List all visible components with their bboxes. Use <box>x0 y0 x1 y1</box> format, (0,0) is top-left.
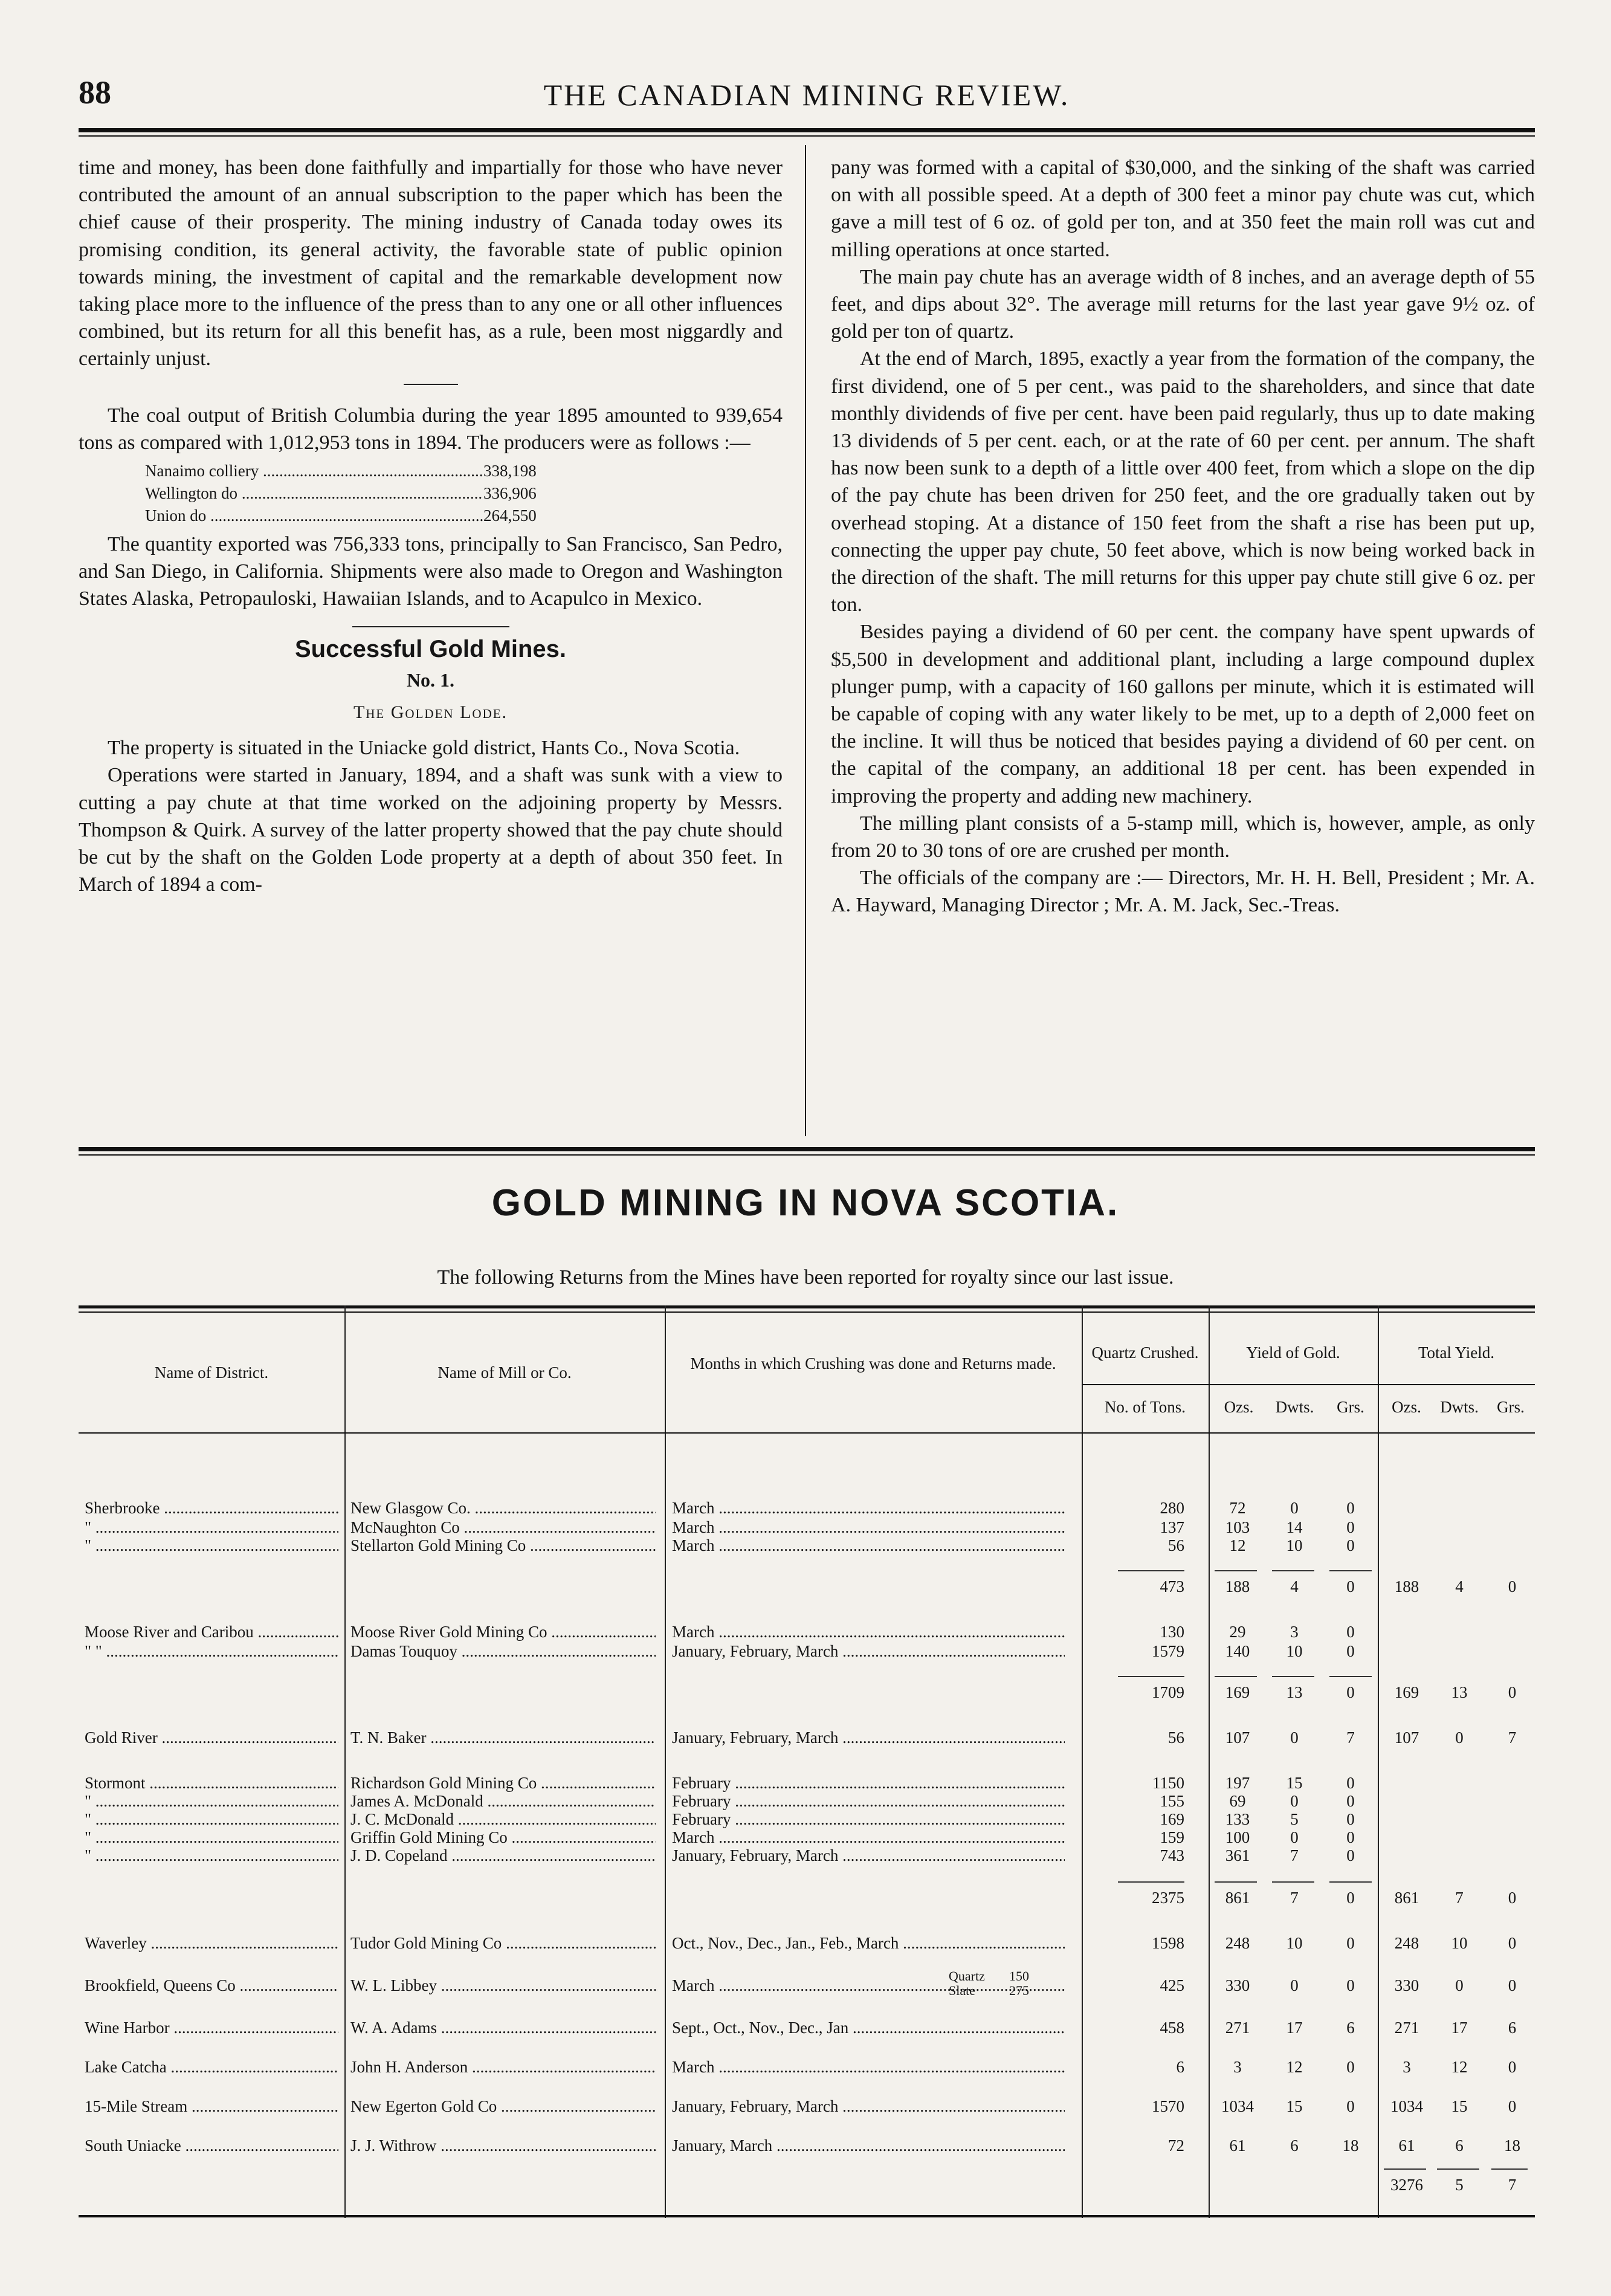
total-dwts-cell: 12 <box>1451 2058 1468 2076</box>
yield-ozs-cell: 72 <box>1229 1499 1246 1517</box>
tons-cell: 1579 <box>1152 1642 1184 1660</box>
section-rule-thin <box>79 1154 1535 1156</box>
paragraph: The quantity exported was 756,333 tons, principally to San Francisco, San Pedro, and San Diego, in California. Shipments were also made to Oregon and Washington States Alaska, Petropauloski, Hawaiian Islands, and to Acapulco in Mexico. <box>79 533 783 610</box>
yield-dwts-cell: 15 <box>1286 2097 1303 2115</box>
yield-dwts-cell: 17 <box>1286 2019 1303 2037</box>
total-grs-cell: 7 <box>1508 2176 1517 2194</box>
section-title: Successful Gold Mines. <box>294 635 566 662</box>
mill-cell: New Egerton Gold Co ..... <box>350 2097 656 2116</box>
tons-cell: 56 <box>1168 1536 1184 1554</box>
paragraph: Besides paying a dividend of 60 per cent. the company have spent upwards of $5,500 in development and additional plant, including a large compound duplex plunger pump, with a capacity of 160 gallons per minute, which it is estimated will be capable of coping with any water likely to be met, up to a depth of 2,000 feet on the incline. It will thus be noticed that besides paying a dividend of 60 per cent. on the capital of the company, an additional 18 per cent. has been expended in improving the property and adding new machinery. <box>831 621 1535 807</box>
total-dwts-cell: 5 <box>1455 2176 1464 2194</box>
district-cell: " ..... <box>85 1792 338 1811</box>
tons-cell: 1598 <box>1152 1934 1184 1952</box>
yield-ozs-cell: 188 <box>1225 1577 1250 1596</box>
mill-cell: Richardson Gold Mining Co ..... <box>350 1774 656 1793</box>
total-dwts-cell: 13 <box>1451 1683 1468 1701</box>
mill-cell: New Glasgow Co. ..... <box>350 1499 656 1518</box>
yield-grs-cell: 0 <box>1346 2058 1355 2076</box>
subtotal-rule <box>1329 1570 1372 1571</box>
total-grs-cell: 0 <box>1508 2058 1517 2076</box>
producer-name: Wellington do ..... <box>145 482 483 505</box>
months-cell: March ..... <box>672 1828 1065 1847</box>
tons-cell: 169 <box>1160 1810 1184 1828</box>
yield-dwts-cell: 10 <box>1286 1536 1303 1554</box>
tons-cell: 425 <box>1160 1976 1184 1994</box>
subtotal-rule <box>1118 1570 1184 1571</box>
yield-grs-cell: 0 <box>1346 1577 1355 1596</box>
header-district: Name of District. <box>154 1363 269 1382</box>
table-row <box>79 1536 1535 1559</box>
district-cell: Moose River and Caribou ..... <box>85 1623 338 1641</box>
yield-ozs-cell: 361 <box>1225 1846 1250 1864</box>
total-ozs-cell: 248 <box>1394 1934 1419 1952</box>
yield-ozs-cell: 12 <box>1229 1536 1246 1554</box>
months-cell: January, February, March ..... <box>672 1642 1065 1661</box>
table-row <box>79 1642 1535 1665</box>
months-cell: February ..... <box>672 1810 1065 1829</box>
paragraph: The property is situated in the Uniacke gold district, Hants Co., Nova Scotia. <box>108 737 740 760</box>
total-grs-cell: 7 <box>1508 1728 1517 1747</box>
note-value: 150 <box>1009 1968 1029 1984</box>
months-cell: Sept., Oct., Nov., Dec., Jan ..... <box>672 2019 1065 2037</box>
yield-grs-cell: 0 <box>1346 1828 1355 1846</box>
col-divider <box>344 1305 346 2218</box>
producer-name: Union do ..... <box>145 505 483 527</box>
district-cell: Sherbrooke ..... <box>85 1499 338 1518</box>
tons-cell: 6 <box>1176 2058 1184 2076</box>
yield-grs-cell: 0 <box>1346 1536 1355 1554</box>
yield-dwts-cell: 0 <box>1290 1499 1299 1517</box>
total-ozs-cell: 1034 <box>1390 2097 1423 2115</box>
subtotal-rule <box>1118 1676 1184 1677</box>
total-ozs-cell: 3276 <box>1390 2176 1423 2194</box>
total-grs-cell: 0 <box>1508 2097 1517 2115</box>
section-number: No. 1. <box>406 668 455 691</box>
header-months: Months in which Crushing was done and Returns made. <box>690 1354 1056 1373</box>
table-row <box>79 1577 1535 1600</box>
yield-grs-cell: 0 <box>1346 1499 1355 1517</box>
yield-grs-cell: 0 <box>1346 1642 1355 1660</box>
mill-cell: James A. McDonald ..... <box>350 1792 656 1811</box>
yield-grs-cell: 0 <box>1346 1846 1355 1864</box>
subtotal-rule <box>1215 1676 1257 1677</box>
page-header <box>79 66 1535 121</box>
header-yield-ozs: Ozs. <box>1224 1398 1254 1416</box>
tons-cell: 743 <box>1160 1846 1184 1864</box>
total-ozs-cell: 861 <box>1394 1889 1419 1907</box>
tons-cell: 1709 <box>1152 1683 1184 1701</box>
paragraph: pany was formed with a capital of $30,000, and the sinking of the shaft was carried on with all possible speed. At a depth of 300 feet a minor pay chute was cut, which gave a mill test of 6 oz. of gold per ton, and at 350 feet the main roll was cut and milling operations at once started. <box>831 157 1535 261</box>
col-divider <box>1378 1305 1379 2218</box>
mill-cell: Stellarton Gold Mining Co ..... <box>350 1536 656 1555</box>
note-label: Slate <box>949 1983 975 1998</box>
subheader-rule <box>1082 1384 1535 1385</box>
yield-grs-cell: 0 <box>1346 1623 1355 1641</box>
total-ozs-cell: 330 <box>1394 1976 1419 1994</box>
gold-mining-intro: The following Returns from the Mines have been reported for royalty since our last issue. <box>437 1266 1174 1289</box>
table-row <box>79 1889 1535 1912</box>
yield-dwts-cell: 14 <box>1286 1518 1303 1536</box>
subtotal-rule <box>1329 1676 1372 1677</box>
note-label: Quartz <box>949 1968 985 1984</box>
header-total-grs: Grs. <box>1497 1398 1525 1416</box>
yield-dwts-cell: 13 <box>1286 1683 1303 1701</box>
mill-cell: Griffin Gold Mining Co ..... <box>350 1828 656 1847</box>
yield-dwts-cell: 4 <box>1290 1577 1299 1596</box>
tons-cell: 155 <box>1160 1792 1184 1810</box>
subtotal-rule <box>1329 1881 1372 1883</box>
total-ozs-cell: 271 <box>1394 2019 1419 2037</box>
producer-tons: 264,550 <box>483 506 537 525</box>
header-total: Total Yield. <box>1418 1344 1495 1362</box>
table-top-rule-thin <box>79 1311 1535 1313</box>
section-subtitle: The Golden Lode. <box>353 702 508 723</box>
header-quartz: Quartz Crushed. <box>1091 1344 1199 1362</box>
brookfield-quartz-slate-note <box>949 1969 1029 1998</box>
yield-grs-cell: 0 <box>1346 1810 1355 1828</box>
total-dwts-cell: 7 <box>1455 1889 1464 1907</box>
mill-cell: W. L. Libbey ..... <box>350 1976 656 1995</box>
total-ozs-cell: 169 <box>1394 1683 1419 1701</box>
mill-cell: W. A. Adams ..... <box>350 2019 656 2037</box>
publication-title: THE CANADIAN MINING REVIEW. <box>543 78 1070 112</box>
months-cell: Oct., Nov., Dec., Jan., Feb., March ..... <box>672 1934 1065 1953</box>
months-cell: January, March ..... <box>672 2136 1065 2155</box>
total-grs-cell: 6 <box>1508 2019 1517 2037</box>
subtotal-rule <box>1384 2168 1426 2170</box>
months-cell: February ..... <box>672 1792 1065 1811</box>
tons-cell: 130 <box>1160 1623 1184 1641</box>
section-rule-thick <box>79 1147 1535 1151</box>
district-cell: Waverley ..... <box>85 1934 338 1953</box>
tons-cell: 159 <box>1160 1828 1184 1846</box>
yield-grs-cell: 0 <box>1346 1934 1355 1952</box>
subtotal-rule <box>1272 1570 1314 1571</box>
total-dwts-cell: 6 <box>1455 2136 1464 2155</box>
subtotal-rule <box>1118 1881 1184 1883</box>
district-cell: 15-Mile Stream ..... <box>85 2097 338 2116</box>
district-cell: " " ..... <box>85 1642 338 1661</box>
divider <box>352 626 509 627</box>
table-row <box>79 1683 1535 1706</box>
months-cell: February ..... <box>672 1774 1065 1793</box>
mill-cell: McNaughton Co ..... <box>350 1518 656 1537</box>
months-cell: January, February, March ..... <box>672 1728 1065 1747</box>
column-divider <box>805 145 806 1136</box>
total-grs-cell: 0 <box>1508 1683 1517 1701</box>
gold-returns-table <box>79 1305 1535 2218</box>
months-cell: March ..... <box>672 1623 1065 1641</box>
paragraph: The main pay chute has an average width of 8 inches, and an average depth of 55 feet, and dips about 32°. The average mill returns for the last year gave 9½ oz. of gold per ton of quartz. <box>831 265 1535 343</box>
note-value: 275 <box>1009 1983 1029 1998</box>
months-cell: March ..... <box>672 1518 1065 1537</box>
months-cell: March ..... <box>672 1976 1065 1995</box>
tons-cell: 56 <box>1168 1728 1184 1747</box>
divider <box>404 384 458 385</box>
table-row <box>79 1934 1535 1957</box>
paragraph: At the end of March, 1895, exactly a year from the formation of the company, the first dividend, one of 5 per cent., was paid to the shareholders, and since that date monthly dividends of five per cent. have been paid regularly, thus up to date making 13 dividends of 5 per cent. each, or at the rate of 60 per cent. per annum. The shaft has now been sunk to a depth of a little over 400 feet, from which a slope on the dip of the pay chute has been driven for 250 feet, and the ore gradually taken out by overhead stoping. At a distance of 150 feet from the shaft a rise has been put up, connecting the upper pay chute, 50 feet above, which is now being worked back in the direction of the shaft. The mill returns for this upper pay chute still give 6 oz. per ton. <box>831 348 1535 616</box>
total-dwts-cell: 17 <box>1451 2019 1468 2037</box>
coal-producer-row <box>145 505 783 527</box>
paragraph: Operations were started in January, 1894, and a shaft was sunk with a view to cutting a pay chute at that time worked on the adjoining property by Messrs. Thompson & Quirk. A survey of the latter property showed that the pay chute should be cut by the shaft on the Golden Lode property at a depth of about 350 feet. In March of 1894 a com- <box>79 764 783 896</box>
tons-cell: 137 <box>1160 1518 1184 1536</box>
table-row <box>79 1846 1535 1869</box>
yield-dwts-cell: 7 <box>1290 1846 1299 1864</box>
table-row <box>79 2058 1535 2081</box>
table-row <box>79 2136 1535 2159</box>
yield-dwts-cell: 5 <box>1290 1810 1299 1828</box>
mill-cell: J. C. McDonald ..... <box>350 1810 656 1829</box>
header-rule-thin <box>79 135 1535 137</box>
total-ozs-cell: 61 <box>1398 2136 1415 2155</box>
district-cell: Stormont ..... <box>85 1774 338 1793</box>
total-grs-cell: 0 <box>1508 1976 1517 1994</box>
yield-grs-cell: 0 <box>1346 1683 1355 1701</box>
district-cell: " ..... <box>85 1518 338 1537</box>
tons-cell: 72 <box>1168 2136 1184 2155</box>
yield-ozs-cell: 1034 <box>1221 2097 1254 2115</box>
paragraph: time and money, has been done faithfully and impartially for those who have never contributed the amount of an annual subscription to the paper which has been the chief cause of their prosperity. The mining industry of Canada today owes its promising condition, its general activity, the favorable state of public opinion towards mining, the investment of capital and the remarkable development now taking place more to the influence of the press than to any one or all other influences combined, but its return for all this benefit has, as a rule, been most niggardly and certainly unjust. <box>79 157 783 370</box>
yield-dwts-cell: 0 <box>1290 1976 1299 1994</box>
yield-dwts-cell: 10 <box>1286 1934 1303 1952</box>
yield-ozs-cell: 248 <box>1225 1934 1250 1952</box>
header-tons: No. of Tons. <box>1104 1398 1186 1416</box>
yield-grs-cell: 0 <box>1346 2097 1355 2115</box>
total-dwts-cell: 10 <box>1451 1934 1468 1952</box>
yield-grs-cell: 6 <box>1346 2019 1355 2037</box>
tons-cell: 2375 <box>1152 1889 1184 1907</box>
subtotal-rule <box>1491 2168 1528 2170</box>
col-divider <box>1209 1305 1210 2218</box>
total-grs-cell: 0 <box>1508 1577 1517 1596</box>
producer-tons: 338,198 <box>483 462 537 480</box>
tons-cell: 1570 <box>1152 2097 1184 2115</box>
table-row <box>79 1728 1535 1751</box>
yield-ozs-cell: 103 <box>1225 1518 1250 1536</box>
subtotal-rule <box>1437 2168 1479 2170</box>
coal-producers-list <box>145 460 783 527</box>
col-divider <box>665 1305 666 2218</box>
district-cell: " ..... <box>85 1536 338 1555</box>
paragraph: The officials of the company are :— Directors, Mr. H. H. Bell, President ; Mr. A. A. Hayward, Managing Director ; Mr. A. M. Jack, Sec.-Treas. <box>831 867 1535 917</box>
table-bottom-rule <box>79 2215 1535 2217</box>
yield-dwts-cell: 0 <box>1290 1792 1299 1810</box>
header-mill: Name of Mill or Co. <box>437 1363 572 1382</box>
yield-ozs-cell: 107 <box>1225 1728 1250 1747</box>
page-number: 88 <box>79 74 111 111</box>
table-row <box>79 2176 1535 2199</box>
months-cell: January, February, March ..... <box>672 1846 1065 1865</box>
tons-cell: 458 <box>1160 2019 1184 2037</box>
yield-ozs-cell: 133 <box>1225 1810 1250 1828</box>
yield-ozs-cell: 271 <box>1225 2019 1250 2037</box>
yield-ozs-cell: 100 <box>1225 1828 1250 1846</box>
producer-tons: 336,906 <box>483 484 537 503</box>
district-cell: " ..... <box>85 1828 338 1847</box>
yield-grs-cell: 0 <box>1346 1792 1355 1810</box>
tons-cell: 1150 <box>1152 1774 1184 1792</box>
yield-dwts-cell: 12 <box>1286 2058 1303 2076</box>
header-yield: Yield of Gold. <box>1246 1344 1340 1362</box>
subtotal-rule <box>1215 1570 1257 1571</box>
total-ozs-cell: 107 <box>1394 1728 1419 1747</box>
coal-producer-row <box>145 482 783 505</box>
header-total-dwts: Dwts. <box>1440 1398 1479 1416</box>
table-top-rule <box>79 1305 1535 1308</box>
coal-producer-row <box>145 460 783 482</box>
total-grs-cell: 0 <box>1508 1889 1517 1907</box>
mill-cell: Tudor Gold Mining Co ..... <box>350 1934 656 1953</box>
yield-dwts-cell: 3 <box>1290 1623 1299 1641</box>
months-cell: March ..... <box>672 1499 1065 1518</box>
mill-cell: T. N. Baker ..... <box>350 1728 656 1747</box>
district-cell: Wine Harbor ..... <box>85 2019 338 2037</box>
months-cell: March ..... <box>672 1536 1065 1555</box>
total-ozs-cell: 3 <box>1403 2058 1411 2076</box>
yield-ozs-cell: 197 <box>1225 1774 1250 1792</box>
subtotal-rule <box>1215 1881 1257 1883</box>
yield-dwts-cell: 0 <box>1290 1728 1299 1747</box>
left-column <box>79 154 783 898</box>
yield-grs-cell: 0 <box>1346 1774 1355 1792</box>
yield-grs-cell: 0 <box>1346 1976 1355 1994</box>
total-dwts-cell: 0 <box>1455 1728 1464 1747</box>
district-cell: Gold River ..... <box>85 1728 338 1747</box>
yield-ozs-cell: 861 <box>1225 1889 1250 1907</box>
yield-dwts-cell: 10 <box>1286 1642 1303 1660</box>
mill-cell: John H. Anderson ..... <box>350 2058 656 2077</box>
yield-ozs-cell: 330 <box>1225 1976 1250 1994</box>
header-rule-thick <box>79 128 1535 132</box>
mill-cell: Moose River Gold Mining Co ..... <box>350 1623 656 1641</box>
yield-dwts-cell: 0 <box>1290 1828 1299 1846</box>
yield-grs-cell: 7 <box>1346 1728 1355 1747</box>
district-cell: South Uniacke ..... <box>85 2136 338 2155</box>
tons-cell: 280 <box>1160 1499 1184 1517</box>
total-grs-cell: 0 <box>1508 1934 1517 1952</box>
table-row <box>79 1976 1535 1999</box>
col-divider <box>1082 1305 1083 2218</box>
table-row <box>79 2019 1535 2042</box>
table-row <box>79 2097 1535 2120</box>
paragraph: The milling plant consists of a 5-stamp mill, which is, however, ample, as only from 20 to 30 tons of ore are crushed per month. <box>831 812 1535 862</box>
paragraph: The coal output of British Columbia during the year 1895 amounted to 939,654 tons as compared with 1,012,953 tons in 1894. The producers were as follows :— <box>79 404 783 454</box>
yield-ozs-cell: 61 <box>1229 2136 1246 2155</box>
subtotal-rule <box>1272 1881 1314 1883</box>
mill-cell: Damas Touquoy ..... <box>350 1642 656 1661</box>
header-bottom-rule <box>79 1432 1535 1434</box>
months-cell: March ..... <box>672 2058 1065 2077</box>
district-cell: " ..... <box>85 1846 338 1865</box>
header-total-ozs: Ozs. <box>1392 1398 1421 1416</box>
total-dwts-cell: 0 <box>1455 1976 1464 1994</box>
producer-name: Nanaimo colliery ..... <box>145 460 483 482</box>
total-dwts-cell: 15 <box>1451 2097 1468 2115</box>
yield-dwts-cell: 15 <box>1286 1774 1303 1792</box>
yield-grs-cell: 0 <box>1346 1518 1355 1536</box>
gold-mining-title: GOLD MINING IN NOVA SCOTIA. <box>491 1182 1120 1224</box>
yield-ozs-cell: 69 <box>1229 1792 1246 1810</box>
yield-grs-cell: 0 <box>1346 1889 1355 1907</box>
district-cell: Brookfield, Queens Co ..... <box>85 1976 338 1995</box>
header-yield-dwts: Dwts. <box>1275 1398 1314 1416</box>
yield-dwts-cell: 7 <box>1290 1889 1299 1907</box>
yield-ozs-cell: 29 <box>1229 1623 1246 1641</box>
yield-grs-cell: 18 <box>1342 2136 1359 2155</box>
months-cell: January, February, March ..... <box>672 2097 1065 2116</box>
mill-cell: J. D. Copeland ..... <box>350 1846 656 1865</box>
yield-ozs-cell: 140 <box>1225 1642 1250 1660</box>
header-yield-grs: Grs. <box>1337 1398 1364 1416</box>
tons-cell: 473 <box>1160 1577 1184 1596</box>
right-column <box>831 154 1535 919</box>
district-cell: " ..... <box>85 1810 338 1829</box>
subtotal-rule <box>1272 1676 1314 1677</box>
district-cell: Lake Catcha ..... <box>85 2058 338 2077</box>
yield-ozs-cell: 169 <box>1225 1683 1250 1701</box>
total-grs-cell: 18 <box>1504 2136 1520 2155</box>
total-dwts-cell: 4 <box>1455 1577 1464 1596</box>
yield-dwts-cell: 6 <box>1290 2136 1299 2155</box>
mill-cell: J. J. Withrow ..... <box>350 2136 656 2155</box>
total-ozs-cell: 188 <box>1394 1577 1419 1596</box>
yield-ozs-cell: 3 <box>1233 2058 1242 2076</box>
